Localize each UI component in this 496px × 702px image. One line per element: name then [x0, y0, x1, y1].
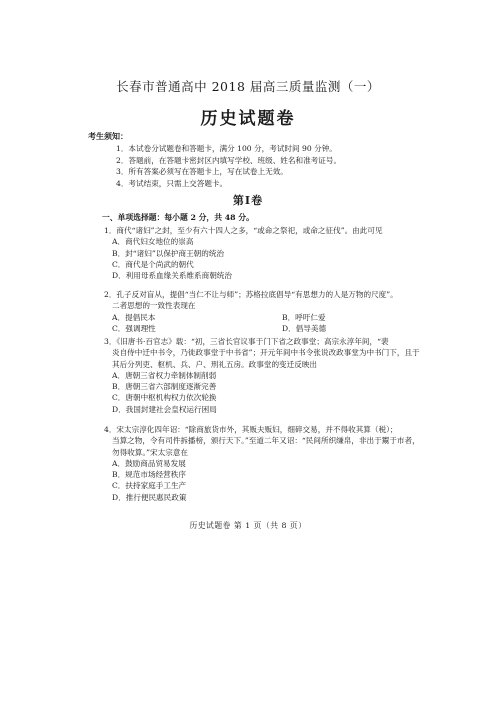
option: C．商代是个尚武的朝代 [112, 259, 194, 269]
question-stem: 2．孔子反对盲从，提倡“当仁不让与师”；苏格拉底倡导“有思想力的人是万物的尺度”。 [104, 290, 398, 299]
question-stem-cont: 当算之物，令有司件拆播榜，颁行天下。”至道二年又诏：“民间所织缣帛，非出于鬻于市者，勿得收算。”宋太宗意在 [112, 436, 420, 457]
option: A．提倡民本 [112, 312, 156, 322]
question-stem-cont: 二者思想的一致性表现在 [112, 301, 196, 311]
option: B．唐朝三省六部制度逐渐完善 [112, 382, 217, 392]
notice-item: 2．答题前，在答题卡密封区内填写学校、班级、姓名和准考证号。 [116, 155, 342, 165]
question-3 [104, 336, 422, 415]
question-stem: 1．商代“诸妇”之封，至少有六十四人之多，“或命之祭祀，或命之征伐”。由此可见 [104, 226, 383, 235]
option: B．封“诸妇”以保护商王朝的统治 [112, 248, 225, 258]
option: D．推行便民惠民政策 [112, 492, 187, 502]
option: C．唐朝中枢机构权力依次轮换 [112, 393, 217, 403]
option-row [104, 312, 422, 323]
question-1 [104, 225, 422, 281]
notice-title: 考生须知： [88, 131, 128, 141]
option: C．扶持家庭手工生产 [112, 481, 187, 491]
option: C．强调理性 [112, 323, 156, 333]
question-2 [104, 289, 422, 334]
option: B．呼吁仁爱 [282, 312, 326, 322]
option-row [104, 323, 422, 334]
question-stem: 3．《旧唐书·百官志》载：“初，三省长官议事于门下省之政事堂；高宗永淳年间，“裴 [104, 337, 389, 346]
section-title: 第Ⅰ卷 [232, 194, 264, 207]
notice-item: 4．考试结束，只需上交答题卡。 [116, 178, 228, 188]
option: D．倡导美德 [282, 323, 327, 333]
page-footer: 历史试题卷 第 1 页（共 8 页） [189, 521, 307, 530]
option: D．利用母系血缘关系维系商朝统治 [112, 271, 232, 281]
question-type-header: 一、单项选择题：每小题 2 分，共 48 分。 [102, 213, 254, 222]
notice-item: 3．所有答案必须写在答题卡上，写在试卷上无效。 [116, 167, 288, 176]
option: A．鼓励商品贸易发展 [112, 458, 186, 468]
option: B．规范市场经营秩序 [112, 470, 186, 480]
question-4 [104, 424, 422, 503]
question-stem: 4．宋太宗淳化四年诏：“除商旅货市外，其贩夫贩妇，细碎交易，并不得收其算（税）； [104, 425, 398, 434]
exam-subtitle: 历史试题卷 [200, 109, 296, 129]
notice-item: 1．本试卷分试题卷和答题卡，满分 100 分，考试时间 90 分钟。 [116, 144, 337, 153]
notice-list [116, 143, 341, 189]
question-stem-cont: 炎自侍中迁中书令，乃徙政事堂于中书省”；开元年间中书令张说改政事堂为中书门下，且于其后分列吏、枢机、兵、户、刑礼五房。政事堂的变迁反映出 [112, 348, 420, 369]
option: A．商代妇女地位的崇高 [112, 237, 194, 247]
option: A．唐朝三省权力牵制体制削弱 [112, 370, 217, 380]
exam-title: 长春市普通高中 2018 届高三质量监测（一） [116, 79, 380, 94]
option: D．我国封建社会皇权运行困局 [112, 404, 217, 414]
